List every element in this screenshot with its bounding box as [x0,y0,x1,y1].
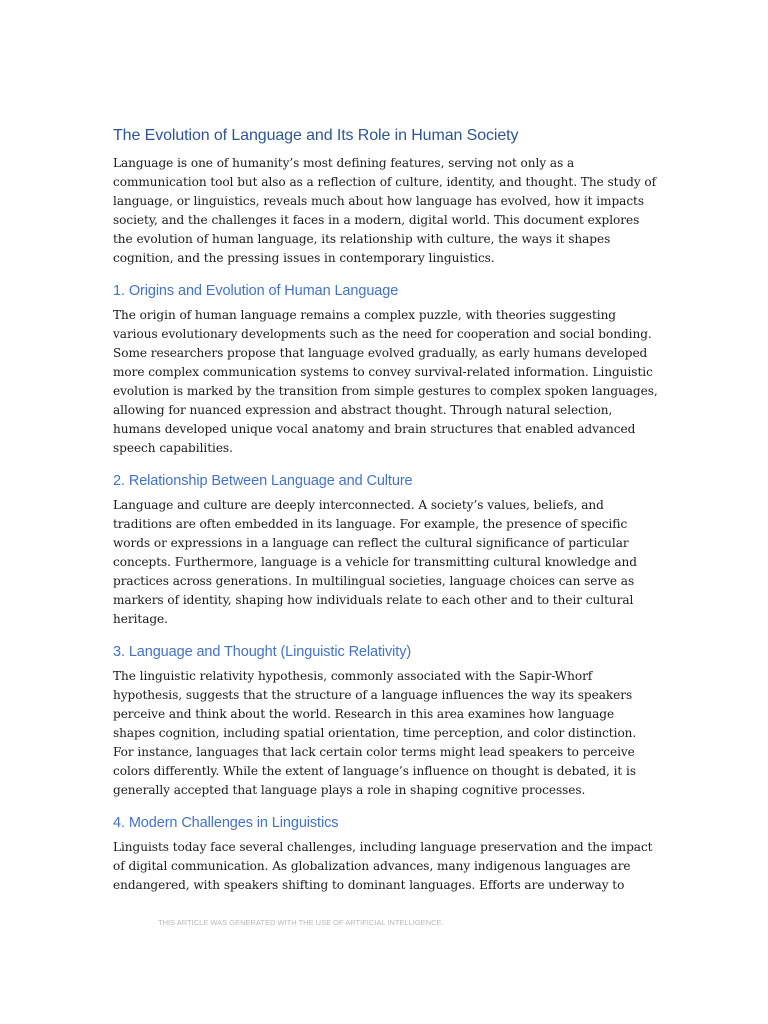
section-heading-challenges: 4. Modern Challenges in Linguistics [113,815,339,831]
document-content [113,124,658,895]
intro-paragraph: Language is one of humanity’s most defining features, serving not only as a communication tool but also as a reflection of culture, identity, and thought. The study of language, or linguistics, reveals much about how language has evolved, how it impacts society, and the challenges it faces in a modern, digital world. This document explores the evolution of human language, its relationship with culture, the ways it shapes cognition, and the pressing issues in contemporary linguistics. [113,156,657,265]
section-body-origins: The origin of human language remains a complex puzzle, with theories suggesting various evolutionary developments such as the need for cooperation and social bonding. Some researchers propose that language evolved gradually, as early humans developed more complex communication systems to convey survival-related information. Linguistic evolution is marked by the transition from simple gestures to complex spoken languages, allowing for nuanced expression and abstract thought. Through natural selection, humans developed unique vocal anatomy and brain structures that enabled advanced speech capabilities. [113,308,658,455]
section-body-thought: The linguistic relativity hypothesis, commonly associated with the Sapir-Whorf hypothesis, suggests that the structure of a language influences the way its speakers perceive and think about the world. Research in this area examines how language shapes cognition, including spatial orientation, time perception, and color distinction. For instance, languages that lack certain color terms might lead speakers to perceive colors differently. While the extent of language’s influence on thought is debated, it is generally accepted that language plays a role in shaping cognitive processes. [113,669,637,797]
document-title: The Evolution of Language and Its Role in Human Society [113,127,519,144]
section-body-challenges: Linguists today face several challenges, including language preservation and the impact of digital communication. As globalization advances, many indigenous languages are endangered, with speakers shifting to dominant languages. Efforts are underway to [113,840,653,892]
ai-disclaimer-footer: THIS ARTICLE WAS GENERATED WITH THE USE OF ARTIFICIAL INTELLIGENCE. [158,918,444,927]
section-heading-culture: 2. Relationship Between Language and Culture [113,473,413,489]
section-heading-origins: 1. Origins and Evolution of Human Language [113,283,399,299]
section-heading-thought: 3. Language and Thought (Linguistic Relativity) [113,644,412,660]
section-body-culture: Language and culture are deeply interconnected. A society’s values, beliefs, and traditions are often embedded in its language. For example, the presence of specific words or expressions in a language can reflect the cultural significance of particular concepts. Furthermore, language is a vehicle for transmitting cultural knowledge and practices across generations. In multilingual societies, language choices can serve as markers of identity, shaping how individuals relate to each other and to their cultural heritage. [113,498,637,626]
